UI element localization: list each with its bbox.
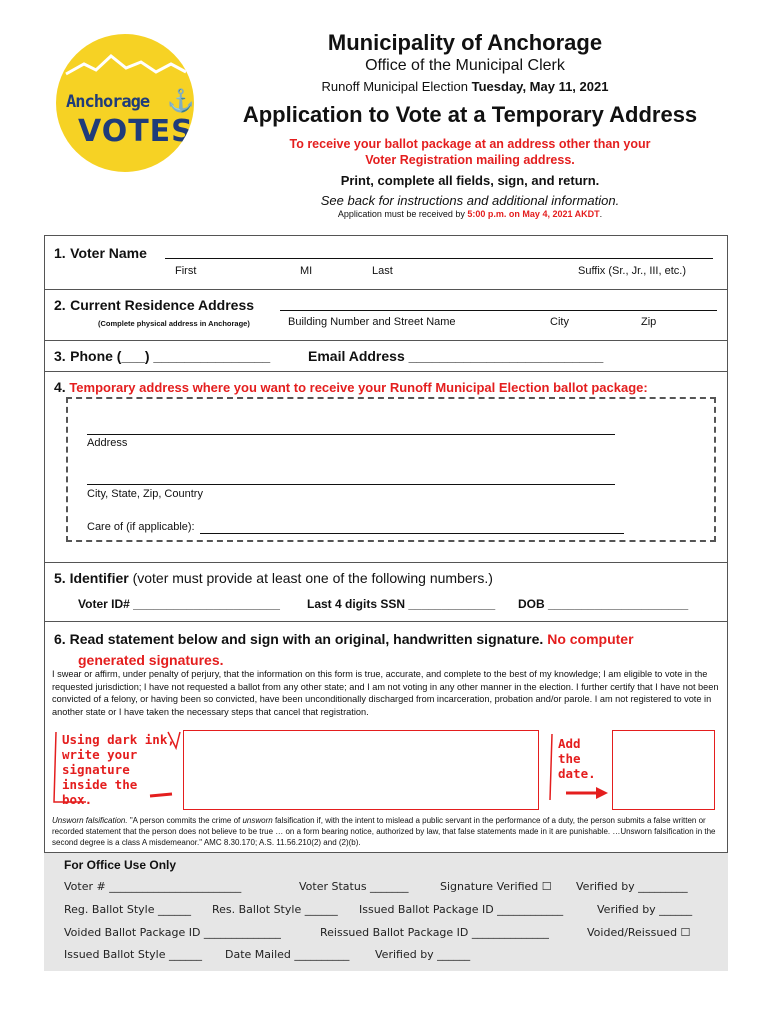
- date-box[interactable]: [612, 730, 715, 810]
- section-6-heading: [54, 629, 724, 671]
- office-issued-package-id: Issued Ballot Package ID ____________: [359, 903, 564, 916]
- date-instr-line: date.: [558, 766, 596, 781]
- first-caption: First: [175, 265, 197, 277]
- sig-instr-line: write your: [62, 747, 138, 762]
- print-instruction: Print, complete all fields, sign, and return.: [340, 173, 600, 188]
- section-number: 6.: [54, 631, 66, 647]
- divider: [44, 371, 728, 372]
- section-5-heading: [54, 570, 493, 586]
- deadline-prefix: Application must be received by: [337, 209, 468, 219]
- signature-pointer-icon: [50, 728, 190, 806]
- sworn-statement: I swear or affirm, under penalty of perjury, that the information on this form is true, accurate, and complete to the best of my knowledge; I am eligible to vote in the requested jurisdiction; I have not requested a ballot from any other state; and I am not voting in any other manner in the election. I further certify that I have not been convicted of a felony, or having been so convicted, have been unconditionally discharged from incarceration, probation and/or parole. I am not registered to vote in another state or I have taken the necessary steps that cancel that registration.: [52, 669, 719, 717]
- office-reissued-package-id: Reissued Ballot Package ID ______________: [320, 926, 549, 939]
- office-issued-ballot-style: Issued Ballot Style ______: [64, 948, 202, 961]
- municipality-title: Municipality of Anchorage: [327, 30, 603, 55]
- care-of-field[interactable]: [200, 533, 624, 534]
- voter-name-field[interactable]: [165, 258, 713, 259]
- section-number: 1.: [54, 245, 66, 261]
- sig-instr-line: inside the: [62, 777, 138, 792]
- date-pointer-icon: [548, 730, 616, 804]
- sig-instr-line: Using dark ink,: [62, 732, 175, 747]
- office-signature-verified: Signature Verified ☐: [440, 880, 552, 893]
- logo-word-anchorage: Anchorage: [66, 92, 150, 112]
- legal-text: "A person commits the crime of: [127, 816, 243, 825]
- signature-instruction: Read statement below and sign with an original, handwritten signature.: [69, 631, 548, 647]
- zip-caption: Zip: [641, 316, 657, 328]
- divider: [44, 621, 728, 622]
- mountain-icon: [56, 34, 194, 94]
- office-verified-by: Verified by ______: [597, 903, 693, 916]
- residence-address-field[interactable]: [280, 310, 717, 311]
- section-number: 5.: [54, 570, 66, 586]
- date-instr-line: Add: [558, 736, 581, 751]
- office-res-ballot-style: Res. Ballot Style ______: [212, 903, 338, 916]
- no-computer-note: No computer: [547, 631, 634, 647]
- divider: [44, 562, 728, 563]
- section-number: 3.: [54, 348, 66, 364]
- legal-term: unsworn: [242, 816, 273, 825]
- date-instr-line: the: [558, 751, 581, 766]
- deadline-note: [200, 209, 740, 219]
- section-2-heading: [54, 297, 254, 315]
- office-date-mailed: Date Mailed __________: [225, 948, 350, 961]
- deadline-date: 5:00 p.m. on May 4, 2021 AKDT: [467, 209, 600, 219]
- election-line: [200, 79, 730, 94]
- anchor-icon: ⚓: [167, 88, 194, 113]
- logo-word-votes: VOTES: [78, 114, 194, 149]
- office-verified-by: Verified by ______: [375, 948, 471, 961]
- residence-address-label: Current Residence Address: [70, 297, 255, 313]
- care-of-caption: Care of (if applicable):: [87, 521, 195, 533]
- election-date: Tuesday, May 11, 2021: [471, 79, 609, 94]
- election-prefix: Runoff Municipal Election: [321, 79, 472, 94]
- divider: [44, 289, 728, 290]
- street-caption: Building Number and Street Name: [288, 316, 456, 328]
- signature-box[interactable]: [183, 730, 539, 810]
- anchorage-votes-logo: [56, 34, 194, 172]
- temp-city-state-zip-field[interactable]: [87, 484, 615, 485]
- identifier-label: Identifier: [69, 570, 129, 586]
- application-title: Application to Vote at a Temporary Address: [242, 102, 698, 127]
- city-state-zip-caption: City, State, Zip, Country: [87, 488, 203, 500]
- city-caption: City: [550, 316, 569, 328]
- suffix-caption: Suffix (Sr., Jr., III, etc.): [578, 265, 686, 277]
- deadline-suffix: .: [599, 209, 603, 219]
- sig-instr-line: box.: [62, 792, 93, 807]
- email-field[interactable]: Email Address _________________________: [308, 348, 604, 364]
- section-1-heading: [54, 245, 147, 263]
- temporary-address-label: Temporary address where you want to receive your Runoff Municipal Election ballot package:: [69, 380, 648, 395]
- see-back-note: See back for instructions and additional information.: [320, 193, 620, 208]
- residence-note: (Complete physical address in Anchorage): [98, 319, 250, 328]
- phone-field[interactable]: Phone (___) _______________: [70, 348, 271, 364]
- section-number: 2.: [54, 297, 66, 313]
- voter-id-field[interactable]: Voter ID# ______________________: [78, 597, 280, 611]
- unsworn-falsification-notice: [52, 815, 722, 848]
- office-voter-status: Voter Status _______: [299, 880, 409, 893]
- divider: [44, 340, 728, 341]
- voter-name-label: Voter Name: [70, 245, 147, 261]
- address-caption: Address: [87, 437, 128, 449]
- sig-instr-line: signature: [62, 762, 130, 777]
- mi-caption: MI: [300, 265, 313, 277]
- office-verified-by: Verified by _________: [576, 880, 688, 893]
- ssn-field[interactable]: Last 4 digits SSN _____________: [307, 597, 496, 611]
- section-4-heading: [54, 379, 648, 395]
- legal-term: Unsworn falsification.: [52, 816, 128, 825]
- office-name: Office of the Municipal Clerk: [365, 57, 565, 74]
- identifier-note: (voter must provide at least one of the following numbers.): [128, 570, 493, 586]
- subtitle-line-2: Voter Registration mailing address.: [365, 153, 575, 167]
- section-number: 4.: [54, 379, 66, 395]
- office-voided-package-id: Voided Ballot Package ID ______________: [64, 926, 281, 939]
- office-voter-number: Voter # ________________________: [64, 880, 242, 893]
- office-voided-reissued: Voided/Reissued ☐: [587, 926, 691, 939]
- office-use-title: For Office Use Only: [64, 858, 177, 872]
- temp-address-field[interactable]: [87, 434, 615, 435]
- generated-signatures-note: generated signatures.: [78, 652, 224, 668]
- dob-field[interactable]: DOB _____________________: [518, 597, 689, 611]
- last-caption: Last: [372, 265, 393, 277]
- legal-text: falsification if, with the intent to mislead a public servant in the performance of a duty, the person submits a false written or recorded statement that the person does not believe to be true … on a form bearing notice, authorized by law, that false statements made in it are punishable. …Unsworn falsification in the second degree is a class A misdemeanor." AMC 8.30.170; A.S. 11.56.210(2) and (2)(b).: [52, 816, 716, 847]
- section-3-heading: [54, 348, 270, 366]
- office-reg-ballot-style: Reg. Ballot Style ______: [64, 903, 191, 916]
- subtitle-line-1: To receive your ballot package at an address other than your: [289, 137, 651, 151]
